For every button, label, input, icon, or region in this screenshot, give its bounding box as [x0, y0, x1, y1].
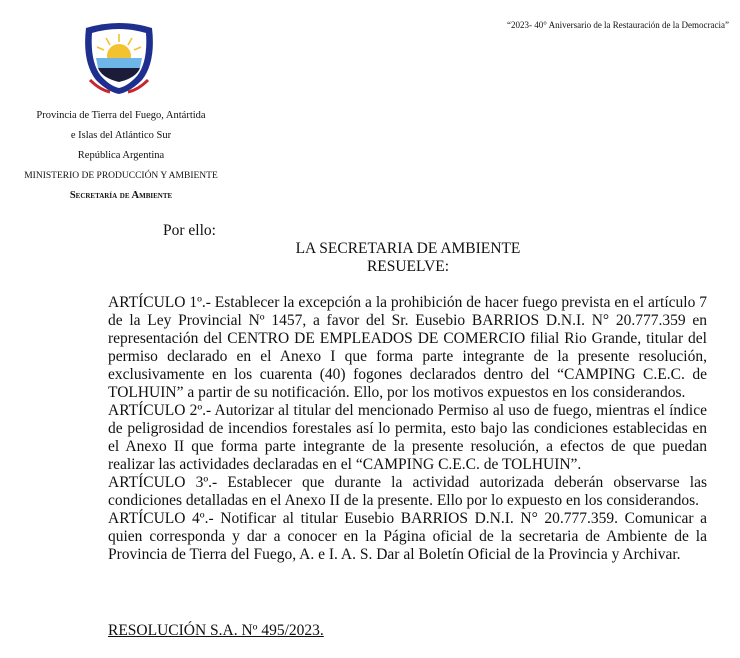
secretariat-line: Secretaría de Ambiente [69, 190, 173, 201]
country-line: República Argentina [77, 150, 165, 161]
article-2: ARTÍCULO 2º.- Autorizar al titular del mencionado Permiso al uso de fuego, mientras el índice de peligrosidad de incendios forestales así lo permita, esto bajo las condiciones establecidas en el Anexo II que forma parte integrante de la presente resolución, a efectos de que puedan realizar las actividades declaradas en el “CAMPING C.E.C. de TOLHUIN”. [108, 402, 707, 473]
por-ello-text: Por ello: [163, 222, 216, 239]
ministry-line: MINISTERIO DE PRODUCCIÓN Y AMBIENTE [24, 171, 218, 181]
article-3: ARTÍCULO 3º.- Establecer que durante la actividad autorizada deberán observarse las condiciones detalladas en el Anexo II de la presente. Ello por lo expuesto en los considerandos. [108, 474, 707, 509]
issuing-authority-block [14, 106, 228, 206]
province-line: Provincia de Tierra del Fuego, Antártida [36, 110, 206, 121]
provincial-crest-logo [80, 22, 158, 96]
resolution-heading [108, 240, 708, 276]
article-1: ARTÍCULO 1º.- Establecer la excepción a la prohibición de hacer fuego prevista en el artículo 7 de la Ley Provincial Nº 1457, a favor del Sr. Eusebio BARRIOS D.N.I. N° 20.777.359 en representación del CENTRO DE EMPLEADOS DE COMERCIO filial Rio Grande, titular del permiso declarado en el Anexo I que forma parte integrante de la presente resolución, exclusivamente en los cuarenta (40) fogones declarados dentro del “CAMPING C.E.C. de TOLHUIN” a partir de su notificación. Ello, por los motivos expuestos en los considerandos. [108, 294, 707, 401]
secretariat-title: LA SECRETARIA DE AMBIENTE [295, 240, 521, 257]
article-4: ARTÍCULO 4º.- Notificar al titular Eusebio BARRIOS D.N.I. N° 20.777.359. Comunicar a quien corresponda y dar a conocer en la Página oficial de la secretaria de Ambiente de la Provincia de Tierra del Fuego, A. e I. A. S. Dar al Boletín Oficial de la Provincia y Archivar. [108, 510, 707, 563]
articles-section [108, 294, 707, 564]
islands-line: e Islas del Atlántico Sur [70, 130, 172, 141]
header-motto: “2023- 40° Aniversario de la Restauración de la Democracia” [506, 20, 729, 30]
resuelve-label: RESUELVE: [366, 258, 450, 275]
resolution-number: RESOLUCIÓN S.A. Nº 495/2023. [108, 622, 324, 639]
